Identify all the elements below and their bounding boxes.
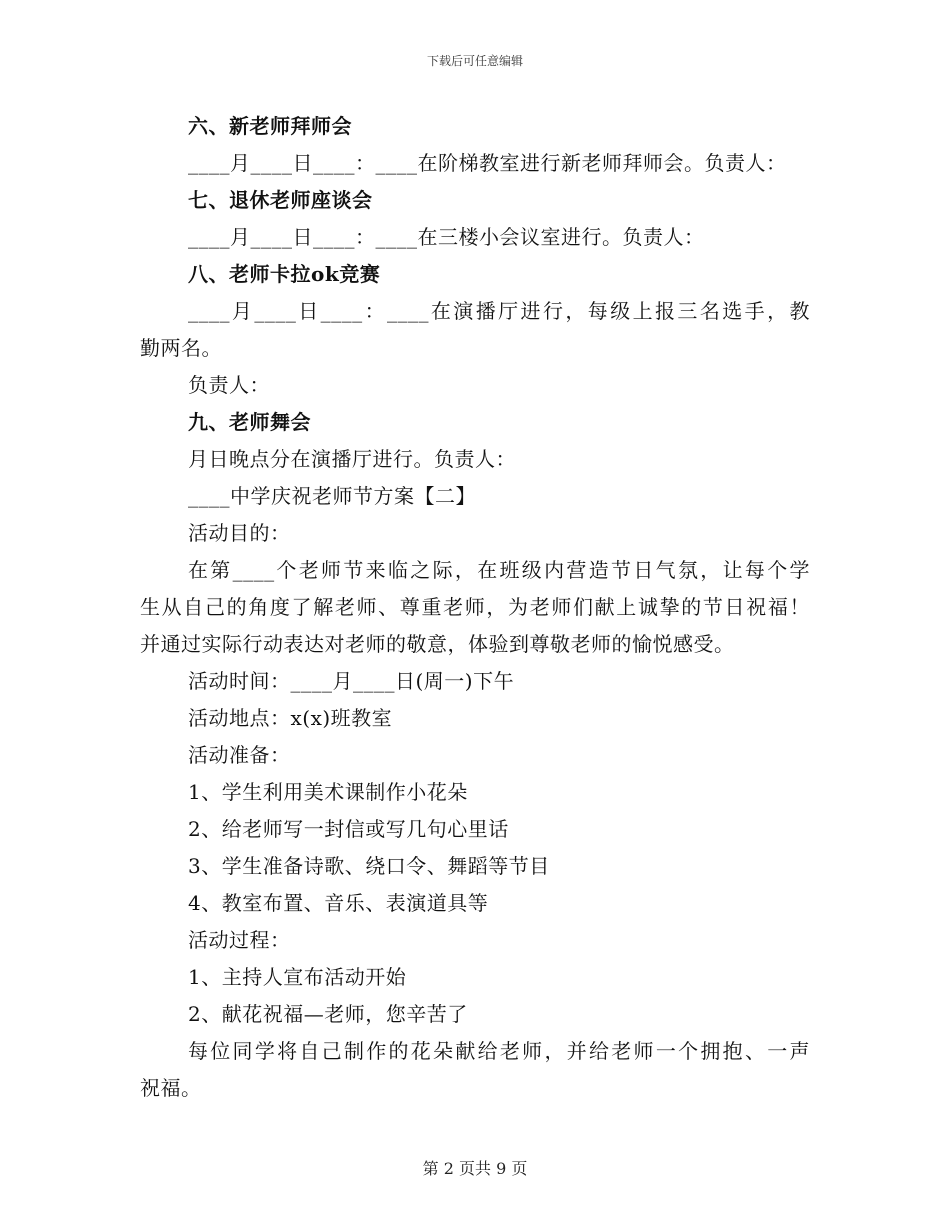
paragraph-line: 在第____个老师节来临之际，在班级内营造节日气氛，让每个学 — [188, 558, 810, 582]
document-body — [140, 108, 810, 1107]
page-footer: 第 2 页共 9 页 — [422, 1159, 528, 1178]
header-note: 下载后可任意编辑 — [426, 54, 523, 68]
list-item: 3、学生准备诗歌、绕口令、舞蹈等节目 — [188, 854, 550, 878]
paragraph-line: 勤两名。 — [140, 336, 222, 360]
section-heading-6: 六、新老师拜师会 — [188, 114, 352, 138]
paragraph-line: 负责人： — [188, 373, 270, 397]
plan-title: ____中学庆祝老师节方案【二】 — [188, 484, 476, 508]
list-item: 1、主持人宣布活动开始 — [188, 965, 407, 989]
paragraph-line: 祝福。 — [140, 1076, 202, 1100]
paragraph-line: 月日晚点分在演播厅进行。负责人： — [188, 447, 516, 471]
section-heading-8: 八、老师卡拉ok竞赛 — [188, 262, 381, 286]
paragraph-line: 每位同学将自己制作的花朵献给老师，并给老师一个拥抱、一声 — [188, 1039, 810, 1063]
section-heading-7: 七、退休老师座谈会 — [188, 188, 373, 212]
paragraph-line: 活动准备： — [188, 743, 291, 767]
section-heading-9: 九、老师舞会 — [188, 410, 311, 434]
paragraph-line: 生从自己的角度了解老师、尊重老师，为老师们献上诚挚的节日祝福！ — [140, 595, 810, 619]
list-item: 2、献花祝福—老师，您辛苦了 — [188, 1002, 468, 1026]
list-item: 2、给老师写一封信或写几句心里话 — [188, 817, 509, 841]
paragraph-line: 活动时间：____月____日(周一)下午 — [188, 669, 515, 693]
paragraph-line: 活动过程： — [188, 928, 291, 952]
list-item: 4、教室布置、音乐、表演道具等 — [188, 891, 489, 915]
paragraph-line: ____月____日____：____在阶梯教室进行新老师拜师会。负责人： — [188, 151, 787, 175]
paragraph-line: ____月____日____：____在三楼小会议室进行。负责人： — [188, 225, 705, 249]
paragraph-line: 并通过实际行动表达对老师的敬意，体验到尊敬老师的愉悦感受。 — [140, 632, 735, 656]
paragraph-line: 活动目的： — [188, 521, 291, 545]
paragraph-line: 活动地点：x(x)班教室 — [188, 706, 393, 730]
paragraph-line: ____月____日____：____在演播厅进行，每级上报三名选手，教 — [188, 299, 810, 323]
list-item: 1、学生利用美术课制作小花朵 — [188, 780, 468, 804]
